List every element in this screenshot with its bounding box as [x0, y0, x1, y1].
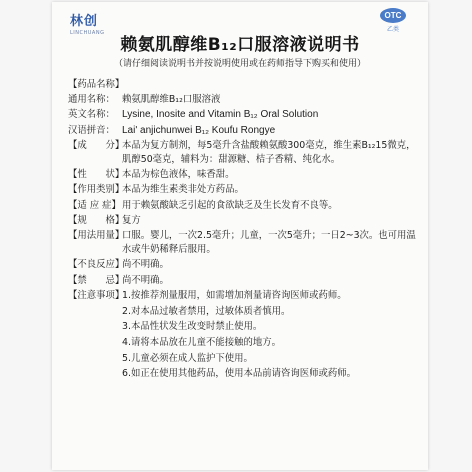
indication-label: 【适 应 症】 — [68, 199, 121, 211]
indication-value: 用于赖氨酸缺乏引起的食欲缺乏及生长发育不良等。 — [122, 199, 338, 211]
document-subtitle: （请仔细阅读说明书并按说明使用或在药师指导下购买和使用） — [113, 59, 366, 69]
character-row — [68, 168, 420, 182]
english-name-value: Lysine, Inosite and Vitamin B₁₂ Oral Solution — [122, 109, 319, 121]
english-name-label: 英文名称： — [68, 109, 115, 121]
category-value: 本品为维生素类非处方药品。 — [122, 184, 244, 196]
contraindication-value: 尚不明确。 — [122, 274, 169, 286]
drug-name-heading: 【药品名称】 — [68, 79, 125, 90]
precautions-row — [68, 289, 420, 383]
otc-label: OTC — [380, 8, 406, 23]
spec-label: 【规 格】 — [68, 214, 125, 226]
indication-row — [68, 199, 420, 213]
precautions-list — [122, 289, 420, 383]
precaution-item: 6.如正在使用其他药品，使用本品前请咨询医师或药师。 — [122, 368, 356, 380]
ingredients-label: 【成 分】 — [68, 139, 125, 151]
document-title: 赖氨肌醇维B₁₂口服溶液说明书 — [120, 35, 360, 55]
section-drug-name — [68, 78, 420, 92]
usage-label: 【用法用量】 — [68, 230, 125, 242]
brand-mark: 林创 — [70, 14, 99, 29]
precaution-item: 2.对本品过敏者禁用，过敏体质者慎用。 — [122, 305, 291, 317]
usage-value: 口服。婴儿，一次2.5毫升；儿童，一次5毫升；一日2~3次。也可用温水或牛奶稀释后服用。 — [122, 230, 416, 256]
precaution-item: 5.儿童必须在成人监护下使用。 — [122, 352, 253, 364]
character-label: 【性 状】 — [68, 169, 125, 181]
otc-class: 乙类 — [386, 26, 399, 33]
contraindication-label: 【禁 忌】 — [68, 274, 125, 286]
generic-name-value: 赖氨肌醇维B₁₂口服溶液 — [122, 94, 221, 106]
category-label: 【作用类别】 — [68, 184, 125, 196]
character-value: 本品为棕色液体，味香甜。 — [122, 169, 235, 181]
english-name-row — [68, 108, 420, 122]
precaution-item: 3.本品性状发生改变时禁止使用。 — [122, 321, 263, 333]
pinyin-row — [68, 124, 420, 138]
spec-value: 复方 — [122, 214, 141, 226]
category-row — [68, 183, 420, 197]
adverse-row — [68, 258, 420, 272]
precautions-label: 【注意事项】 — [68, 289, 125, 301]
usage-row — [68, 229, 420, 257]
ingredients-row — [68, 139, 420, 167]
leaflet-sheet — [52, 2, 428, 470]
adverse-label: 【不良反应】 — [68, 259, 125, 271]
generic-name-label: 通用名称： — [68, 94, 115, 106]
spec-row — [68, 214, 420, 228]
brand-subtext: LINCHUANG — [70, 30, 105, 36]
pinyin-value: Lai' anjichunwei B₁₂ Koufu Rongye — [122, 124, 276, 136]
generic-name-row — [68, 93, 420, 107]
precaution-item: 1.按推荐剂量服用，如需增加剂量请咨询医师或药师。 — [122, 289, 347, 301]
precaution-item: 4.请将本品放在儿童不能接触的地方。 — [122, 336, 281, 348]
contraindication-row — [68, 274, 420, 288]
leaflet-content — [68, 78, 420, 384]
ingredients-value: 本品为复方制剂，每5毫升含盐酸赖氨酸300毫克，维生素B₁₂15微克，肌醇50毫克，辅料为：甜源糖、桔子香精、纯化水。 — [122, 139, 416, 166]
adverse-value: 尚不明确。 — [122, 259, 169, 271]
pinyin-label: 汉语拼音： — [68, 124, 115, 136]
